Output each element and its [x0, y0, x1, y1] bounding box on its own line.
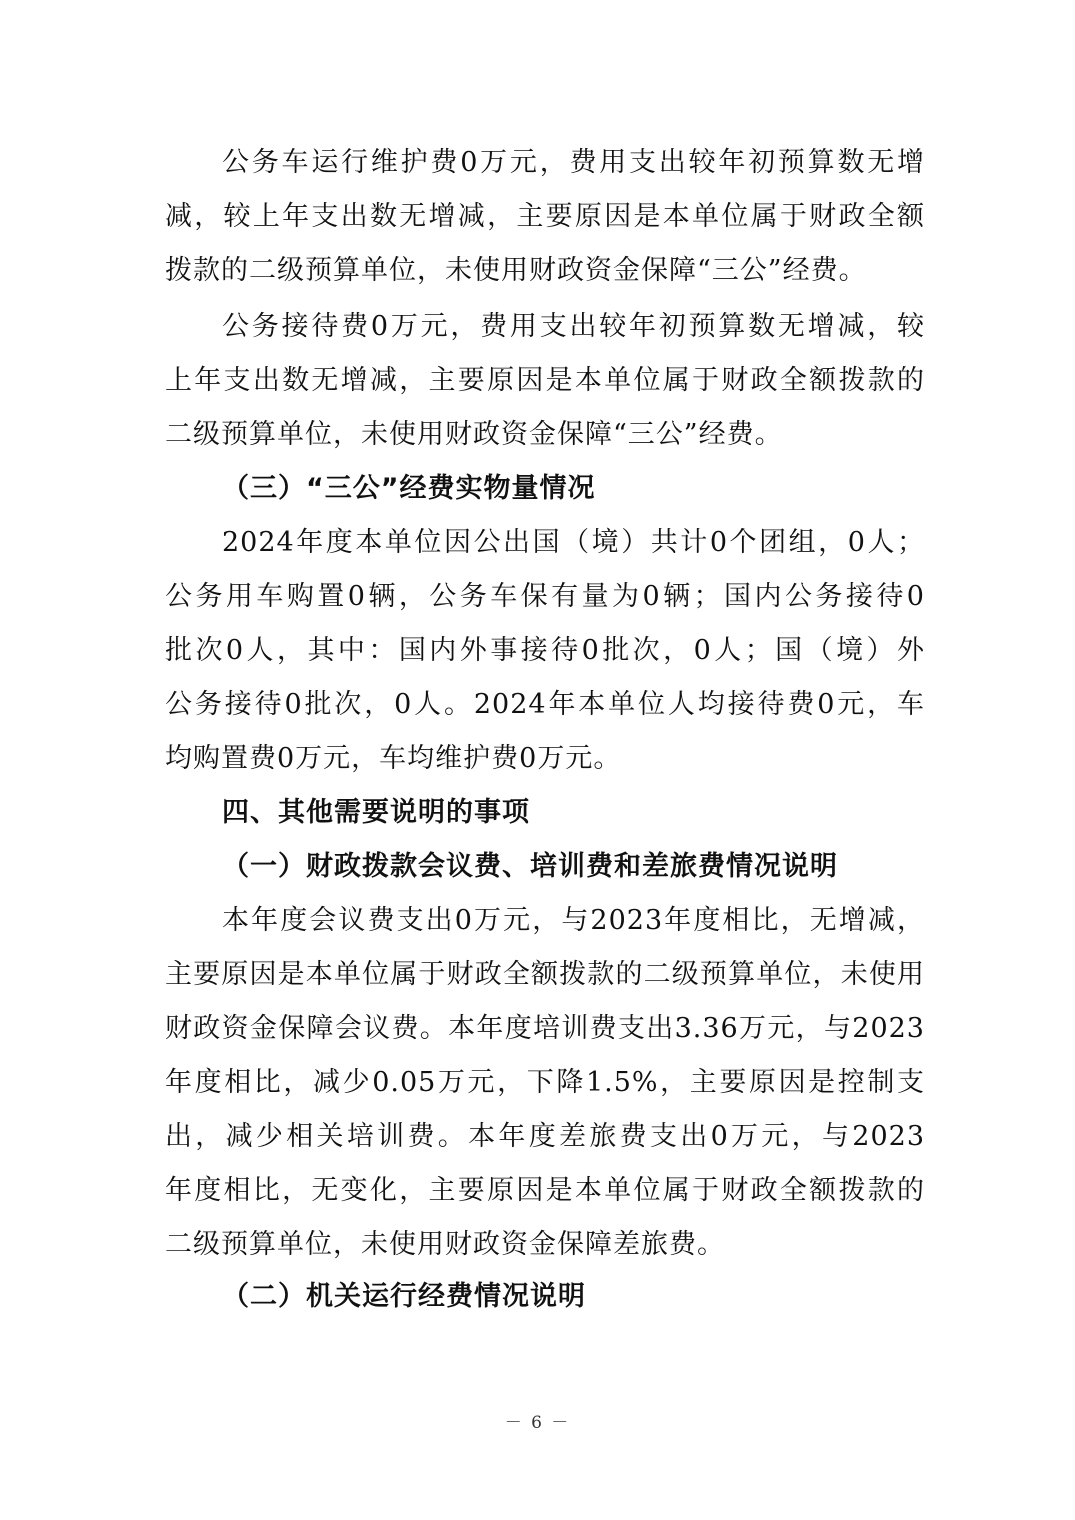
paragraph-line: 主要原因是本单位属于财政全额拨款的二级预算单位，未使用 — [165, 959, 925, 990]
paragraph-line: 2024年度本单位因公出国（境）共计0个团组，0人； — [222, 527, 925, 558]
paragraph-line: 本年度会议费支出0万元，与2023年度相比，无增减， — [222, 905, 925, 936]
paragraph-line: 公务车运行维护费0万元，费用支出较年初预算数无增 — [222, 147, 925, 178]
section-heading: （三）“三公”经费实物量情况 — [222, 473, 596, 504]
paragraph-line: 拨款的二级预算单位，未使用财政资金保障“三公”经费。 — [165, 255, 867, 286]
paragraph-line: 财政资金保障会议费。本年度培训费支出3.36万元，与2023 — [165, 1013, 925, 1044]
paragraph-line: 公务用车购置0辆，公务车保有量为0辆；国内公务接待0 — [165, 581, 925, 612]
paragraph-line: 出，减少相关培训费。本年度差旅费支出0万元，与2023 — [165, 1121, 925, 1152]
paragraph-line: 均购置费0万元，车均维护费0万元。 — [165, 743, 622, 774]
section-heading: （一）财政拨款会议费、培训费和差旅费情况说明 — [222, 851, 838, 882]
paragraph-line: 年度相比，无变化，主要原因是本单位属于财政全额拨款的 — [165, 1175, 925, 1206]
paragraph-line: 公务接待0批次，0人。2024年本单位人均接待费0元，车 — [165, 689, 925, 720]
paragraph-line: 年度相比，减少0.05万元，下降1.5%，主要原因是控制支 — [165, 1067, 925, 1098]
paragraph-line: 二级预算单位，未使用财政资金保障差旅费。 — [165, 1229, 725, 1260]
section-heading: （二）机关运行经费情况说明 — [222, 1281, 586, 1312]
paragraph-line: 公务接待费0万元，费用支出较年初预算数无增减，较 — [222, 311, 925, 342]
page-number: － 6 － — [504, 1413, 571, 1433]
paragraph-line: 批次0人，其中：国内外事接待0批次，0人；国（境）外 — [165, 635, 925, 666]
paragraph-line: 二级预算单位，未使用财政资金保障“三公”经费。 — [165, 419, 783, 450]
chapter-heading: 四、其他需要说明的事项 — [222, 797, 530, 828]
paragraph-line: 上年支出数无增减，主要原因是本单位属于财政全额拨款的 — [165, 365, 925, 396]
paragraph-line: 减，较上年支出数无增减，主要原因是本单位属于财政全额 — [165, 201, 925, 232]
